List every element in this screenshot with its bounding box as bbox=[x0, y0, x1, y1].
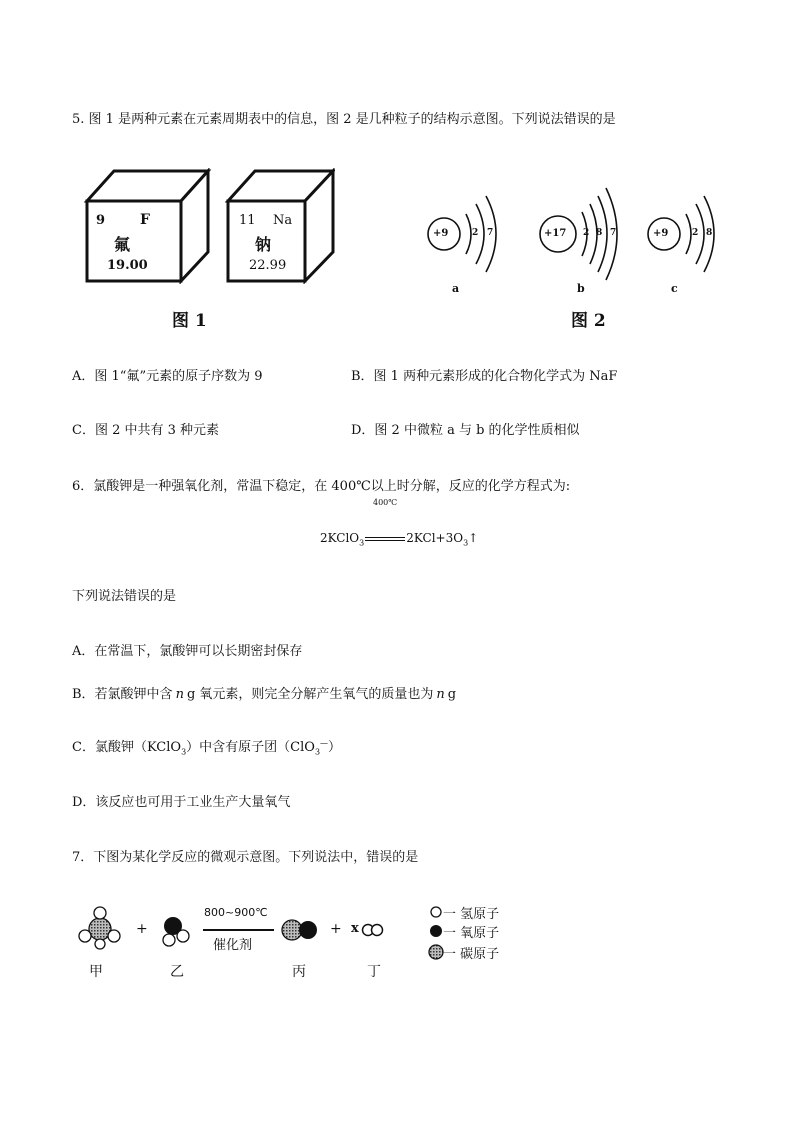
cell-f-name: 氟 bbox=[114, 235, 131, 254]
particle-b-shell-1: 2 bbox=[583, 228, 590, 238]
q6-option-b-n2: n bbox=[436, 687, 445, 702]
label-bing: 丙 bbox=[292, 964, 306, 980]
q6-option-c-sub: 3 bbox=[181, 747, 187, 757]
q6-option-d[interactable]: D．该反应也可用于工业生产大量氧气 bbox=[72, 795, 291, 810]
particle-a-shell-2: 7 bbox=[487, 228, 494, 238]
q5-option-a[interactable]: A．图 1“氟”元素的原子序数为 9 bbox=[72, 369, 263, 384]
label-yi: 乙 bbox=[170, 964, 184, 980]
eq-right-sub: 3 bbox=[463, 538, 469, 548]
label-ding: 丁 bbox=[367, 964, 381, 980]
particle-c-shell-1: 2 bbox=[692, 228, 699, 238]
eq-sign bbox=[365, 537, 405, 541]
legend-oxygen-marker bbox=[430, 925, 442, 937]
cell-na-symbol: Na bbox=[273, 213, 293, 228]
q6-condition: 400℃ bbox=[373, 498, 398, 507]
particle-c-shell-2: 8 bbox=[706, 228, 713, 238]
plus-sign-1: + bbox=[136, 921, 148, 937]
molecule-jia bbox=[79, 907, 120, 949]
molecule-bing bbox=[282, 920, 317, 940]
q5-option-d[interactable]: D．图 2 中微粒 a 与 b 的化学性质相似 bbox=[351, 423, 580, 438]
q6-option-b-pre: B．若氯酸钾中含 bbox=[72, 687, 173, 702]
figure-1-label: 图 1 bbox=[172, 311, 207, 331]
cell-f-mass: 19.00 bbox=[107, 258, 148, 273]
plus-sign-2: + bbox=[330, 921, 342, 937]
q6-option-b-post: g bbox=[447, 687, 457, 702]
particle-b-shell-2: 8 bbox=[596, 228, 603, 238]
q6-option-c-sup: — bbox=[320, 738, 329, 748]
q6-option-b-n1: n bbox=[175, 687, 184, 702]
label-jia: 甲 bbox=[89, 964, 103, 980]
legend-carbon-marker bbox=[429, 945, 443, 959]
particle-c-label: c bbox=[671, 282, 678, 295]
particle-a-label: a bbox=[452, 282, 460, 295]
q5-stem: 5. 图 1 是两种元素在元素周期表中的信息，图 2 是几种粒子的结构示意图。下列说法错误的是 bbox=[72, 112, 616, 127]
particle-a-nucleus: +9 bbox=[433, 228, 449, 239]
q5-option-b[interactable]: B．图 1 两种元素形成的化合物化学式为 NaF bbox=[351, 369, 618, 384]
particle-a-shell-1: 2 bbox=[472, 228, 479, 238]
q6-option-c-mid: ）中含有原子团（ClO bbox=[186, 740, 315, 755]
q6-option-a[interactable]: A．在常温下，氯酸钾可以长期密封保存 bbox=[72, 644, 303, 659]
eq-left-sub: 3 bbox=[359, 538, 365, 548]
cell-na-number: 11 bbox=[239, 213, 256, 228]
q6-stem: 6．氯酸钾是一种强氧化剂，常温下稳定，在 400℃以上时分解，反应的化学方程式为: bbox=[72, 479, 571, 494]
molecule-yi bbox=[163, 917, 189, 946]
particle-b-nucleus: +17 bbox=[544, 228, 567, 239]
particle-b-label: b bbox=[577, 282, 585, 295]
legend-carbon-text: 一 碳原子 bbox=[443, 947, 500, 962]
q6-option-b-mid: g 氧元素，则完全分解产生氧气的质量也为 bbox=[186, 687, 434, 702]
cell-na-name: 钠 bbox=[255, 235, 272, 254]
particle-b-shell-3: 7 bbox=[610, 228, 617, 238]
q6-lead: 下列说法错误的是 bbox=[72, 589, 177, 604]
eq-left: 2KClO bbox=[320, 531, 360, 545]
q6-equation bbox=[320, 531, 478, 547]
eq-right: 2KCl+3O bbox=[406, 531, 464, 545]
q6-option-c[interactable] bbox=[72, 736, 341, 757]
q6-option-b[interactable] bbox=[72, 683, 456, 702]
legend-hydrogen-text: 一 氢原子 bbox=[443, 907, 500, 922]
q5-option-c[interactable]: C．图 2 中共有 3 种元素 bbox=[72, 423, 220, 438]
cell-f-symbol: F bbox=[140, 212, 150, 228]
cell-na-mass: 22.99 bbox=[249, 258, 287, 273]
q7-stem: 7．下图为某化学反应的微观示意图。下列说法中，错误的是 bbox=[72, 850, 419, 865]
q6-option-c-sub2: 3 bbox=[314, 747, 321, 757]
condition-temperature: 800~900℃ bbox=[204, 906, 268, 919]
q6-option-c-post: ） bbox=[328, 740, 342, 755]
molecule-ding bbox=[363, 925, 383, 936]
cell-f-number: 9 bbox=[96, 213, 106, 228]
legend-hydrogen-marker bbox=[431, 907, 441, 917]
figure-2 bbox=[420, 184, 730, 294]
particle-c-nucleus: +9 bbox=[653, 228, 669, 239]
legend-oxygen-text: 一 氧原子 bbox=[443, 926, 500, 941]
coefficient-x: x bbox=[351, 921, 359, 936]
gas-arrow: ↑ bbox=[468, 531, 479, 545]
condition-catalyst: 催化剂 bbox=[213, 938, 253, 953]
q6-option-c-pre: C．氯酸钾（KClO bbox=[72, 740, 182, 755]
figure-2-label: 图 2 bbox=[571, 311, 606, 331]
